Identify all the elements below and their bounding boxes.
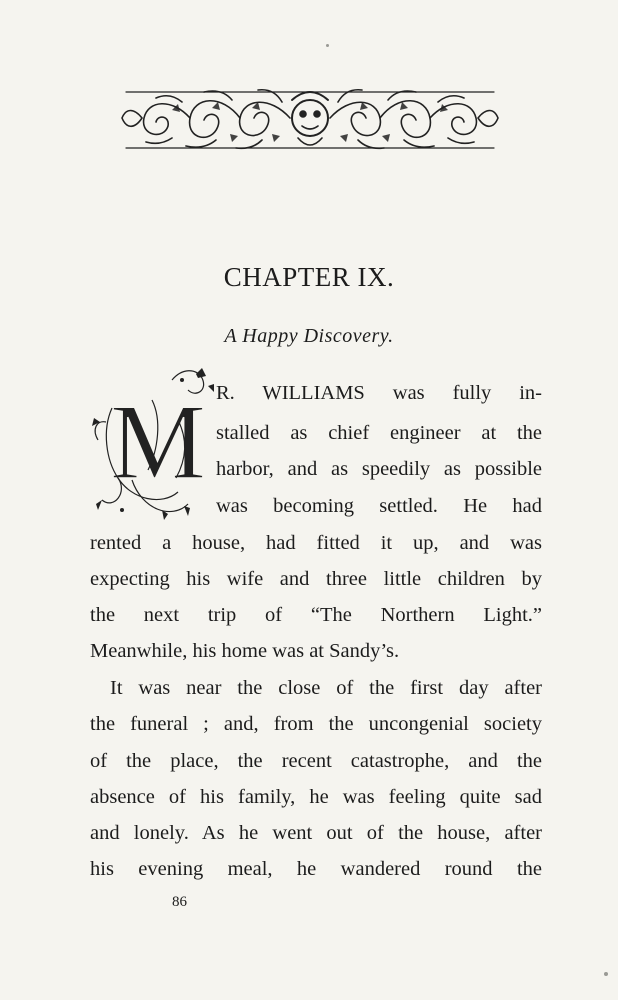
paragraph-line: his evening meal, he wandered round the — [90, 858, 542, 880]
paragraph-line: harbor, and as speedily as possible — [216, 458, 542, 480]
page-number: 86 — [172, 894, 187, 910]
paragraph-line: the next trip of “The Northern Light.” — [90, 604, 542, 626]
paragraph-line: R. WILLIAMS was fully in- — [216, 382, 542, 404]
chapter-ornament-header — [112, 78, 508, 160]
paragraph-line: expecting his wife and three little children by — [90, 568, 542, 590]
drop-cap — [92, 360, 216, 530]
paragraph-line: stalled as chief engineer at the — [216, 422, 542, 444]
paragraph-line: It was near the close of the first day after — [110, 677, 542, 699]
chapter-subtitle: A Happy Discovery. — [224, 325, 394, 347]
paragraph-line: the funeral ; and, from the uncongenial society — [90, 713, 542, 735]
ink-speck — [604, 972, 608, 976]
paragraph-line: was becoming settled. He had — [216, 495, 542, 517]
paragraph-line: Meanwhile, his home was at Sandy’s. — [90, 640, 400, 662]
chapter-title: CHAPTER IX. — [223, 262, 395, 292]
drop-cap-letter: M — [110, 383, 207, 502]
ink-speck — [326, 44, 329, 47]
paragraph-line: of the place, the recent catastrophe, and the — [90, 750, 542, 772]
paragraph-line: absence of his family, he was feeling quite sad — [90, 786, 542, 808]
paragraph-line: rented a house, had fitted it up, and was — [90, 532, 542, 554]
paragraph-line: and lonely. As he went out of the house, after — [90, 822, 542, 844]
